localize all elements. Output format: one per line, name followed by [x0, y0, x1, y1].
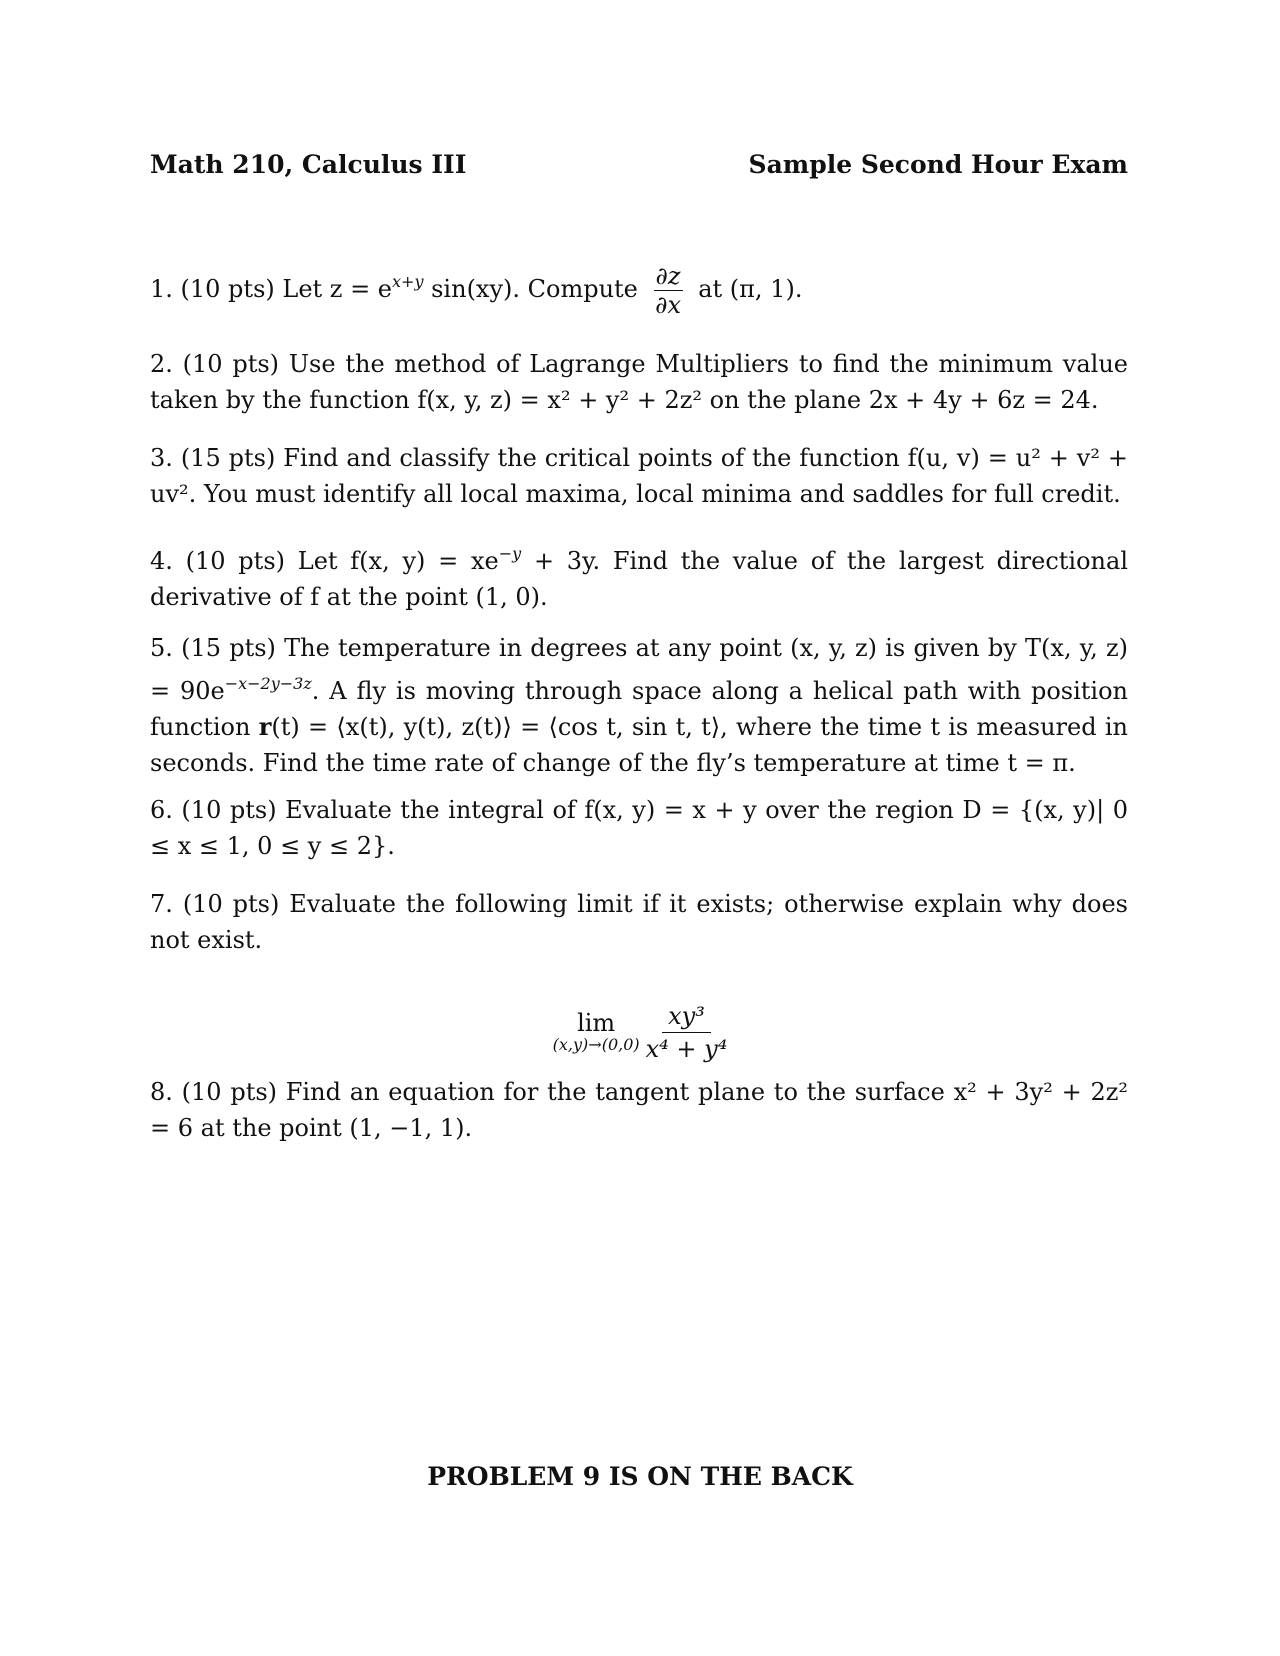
limit-expression — [0, 1000, 1280, 1065]
problem-4: 4. (10 pts) Let f(x, $y) = xe^{-y} + 3y$. Find the value of the largest directional derivative of f at the point (1, 0). — [150, 544, 1128, 611]
problem-1: 1. (10 pts) Let $z = e^{x+y}$ sin(xy). Compute $\frac{\partial z}{\partial x}$ at (π, 1). — [150, 262, 803, 319]
problem-8: 8. (10 pts) Find an equation for the tangent plane to the surface x² + 3y² + 2z² = 6 at the point (1, −1, 1). — [150, 1078, 1128, 1142]
limit-fraction: $\frac{\text{xy³}}{\text{x⁴ + y⁴}}$ — [645, 1002, 728, 1063]
course-title: Math 210, Calculus III — [150, 150, 467, 179]
problem-2: 2. (10 pts) Use the method of Lagrange Multipliers to find the minimum value taken by the function f(x, y, z) = x² + y² + 2z² on the plane 2x + 4y + 6z = 24. — [150, 350, 1128, 414]
limit-operator: lim (x,y)→(0,0) — [552, 1008, 640, 1054]
exam-title: Sample Second Hour Exam — [748, 150, 1128, 179]
partial-derivative-fraction: $\frac{\partial z}{\partial x}$ — [655, 262, 682, 319]
back-page-notice: PROBLEM 9 IS ON THE BACK — [427, 1462, 853, 1491]
problem-5: 5. (15 pts) The temperature in degrees at any point (x, y, z) is given by T(x, y, $z) = 90e^{-x-2y-3z}$. A fly is moving through space along a helical path with position function r(t) = ⟨x(t), y(t), z(t)⟩ = ⟨cos t, sin t, t⟩, where the time t is measured in seconds. Find the time rate of change of the fly’s temperature at time t = π. — [150, 634, 1129, 777]
problem-6: 6. (10 pts) Evaluate the integral of f(x, y) = x + y over the region D = {(x, y)| 0 ≤ x ≤ 1, 0 ≤ y ≤ 2}. — [150, 796, 1128, 860]
page-header — [150, 150, 1128, 179]
problem-7: 7. (10 pts) Evaluate the following limit if it exists; otherwise explain why does not exist. — [150, 890, 1128, 954]
problem-3: 3. (15 pts) Find and classify the critical points of the function f(u, v) = u² + v² + uv². You must identify all local maxima, local minima and saddles for full credit. — [150, 444, 1128, 508]
